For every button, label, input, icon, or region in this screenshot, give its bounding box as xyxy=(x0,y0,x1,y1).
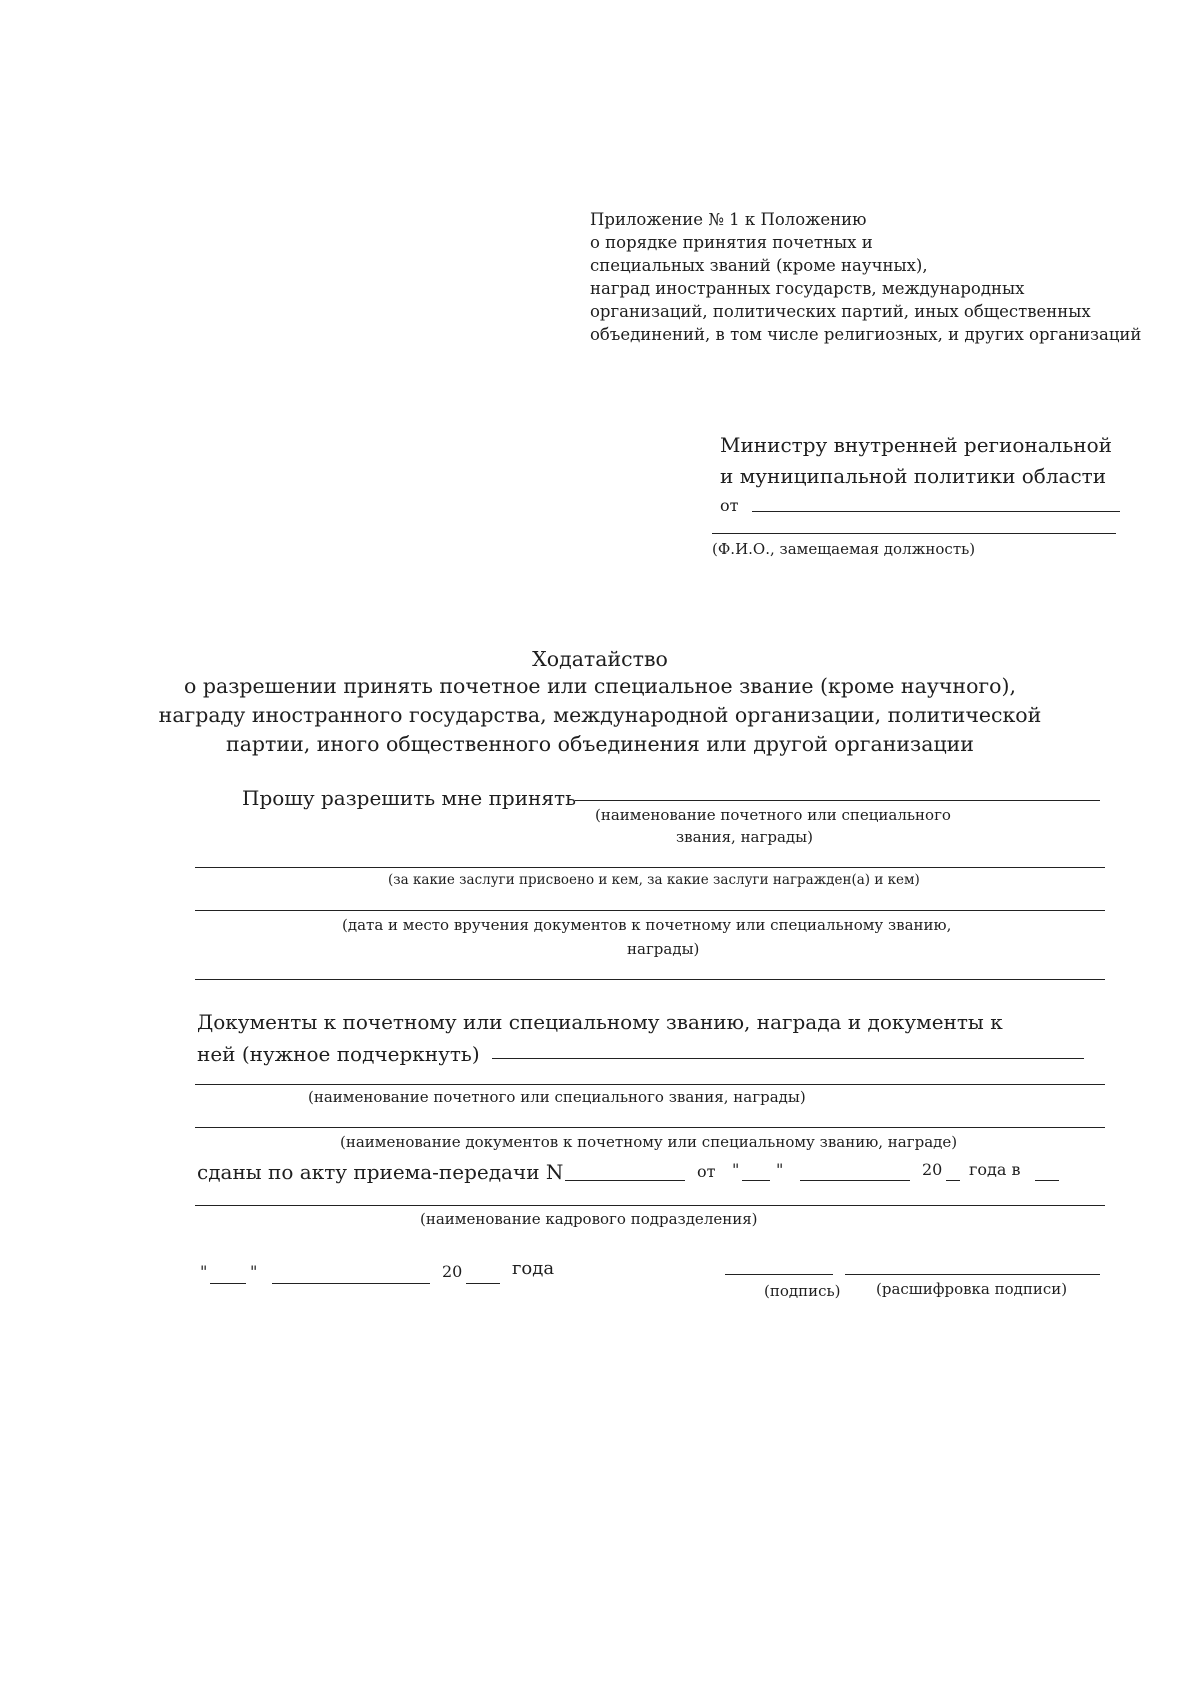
award-name-line[interactable] xyxy=(575,800,1100,801)
signature-caption: (подпись) xyxy=(764,1282,841,1300)
year-prefix: 20 xyxy=(922,1160,943,1179)
appendix-line: объединений, в том числе религиозных, и других организаций xyxy=(590,325,1142,344)
docs-caption: (наименование документов к почетному или специальному званию, награде) xyxy=(340,1133,958,1151)
request-label: Прошу разрешить мне принять xyxy=(242,786,576,810)
signature-decoding-caption: (расшифровка подписи) xyxy=(876,1280,1068,1298)
award-line[interactable] xyxy=(195,1084,1105,1085)
quote-open: " xyxy=(732,1160,740,1179)
year-prefix: 20 xyxy=(442,1262,463,1281)
document-subtitle: награду иностранного государства, международной организации, политической xyxy=(158,703,1042,727)
award-name-caption: (наименование почетного или специального xyxy=(595,806,951,824)
signature-line[interactable] xyxy=(725,1274,833,1275)
addressee-block xyxy=(720,430,1112,492)
document-title: Ходатайство xyxy=(532,647,668,671)
act-from-label: от xyxy=(697,1162,716,1181)
signature-decoding-line[interactable] xyxy=(845,1274,1100,1275)
from-label: от xyxy=(720,496,739,515)
documents-text: ней (нужное подчеркнуть) xyxy=(197,1042,480,1066)
date-place-line-2[interactable] xyxy=(195,979,1105,980)
appendix-line: специальных званий (кроме научных), xyxy=(590,256,928,275)
award-name-caption: звания, награды) xyxy=(676,828,813,846)
from-field-line[interactable] xyxy=(752,511,1120,512)
act-number-line[interactable] xyxy=(565,1180,685,1181)
appendix-line: организаций, политических партий, иных общественных xyxy=(590,302,1091,321)
act-dept-line[interactable] xyxy=(1035,1180,1059,1181)
addressee-line: и муниципальной политики области xyxy=(720,464,1107,488)
appendix-line: Приложение № 1 к Положению xyxy=(590,210,867,229)
dept-line[interactable] xyxy=(195,1205,1105,1206)
date-place-line[interactable] xyxy=(195,910,1105,911)
document-subtitle: о разрешении принять почетное или специальное звание (кроме научного), xyxy=(183,674,1017,698)
handed-label: сданы по акту приема-передачи N xyxy=(197,1160,564,1184)
document-subtitle: партии, иного общественного объединения или другой организации xyxy=(226,732,974,756)
appendix-line: наград иностранных государств, международных xyxy=(590,279,1025,298)
merits-caption: (за какие заслуги присвоено и кем, за какие заслуги награжден(а) и кем) xyxy=(388,872,920,888)
documents-line[interactable] xyxy=(492,1058,1084,1059)
dept-caption: (наименование кадрового подразделения) xyxy=(420,1210,758,1228)
date-place-caption: (дата и место вручения документов к почетному или специальному званию, xyxy=(342,916,952,934)
merits-line[interactable] xyxy=(195,867,1105,868)
quote-open: " xyxy=(200,1262,208,1281)
year-suffix: года xyxy=(512,1258,555,1279)
quote-close: " xyxy=(776,1160,784,1179)
date-year-line[interactable] xyxy=(466,1283,500,1284)
appendix-note xyxy=(590,208,1141,346)
docs-line[interactable] xyxy=(195,1127,1105,1128)
documents-text: Документы к почетному или специальному званию, награда и документы к xyxy=(197,1010,1003,1034)
year-suffix: года в xyxy=(969,1160,1021,1179)
act-day-line[interactable] xyxy=(742,1180,770,1181)
award-caption: (наименование почетного или специального звания, награды) xyxy=(308,1088,806,1106)
act-month-line[interactable] xyxy=(800,1180,910,1181)
appendix-line: о порядке принятия почетных и xyxy=(590,233,873,252)
date-place-caption: награды) xyxy=(627,940,700,958)
quote-close: " xyxy=(250,1262,258,1281)
addressee-line: Министру внутренней региональной xyxy=(720,433,1112,457)
date-month-line[interactable] xyxy=(272,1283,430,1284)
from-field-line-2[interactable] xyxy=(712,533,1116,534)
date-day-line[interactable] xyxy=(210,1283,246,1284)
act-year-line[interactable] xyxy=(946,1180,960,1181)
fio-caption: (Ф.И.О., замещаемая должность) xyxy=(712,540,976,558)
